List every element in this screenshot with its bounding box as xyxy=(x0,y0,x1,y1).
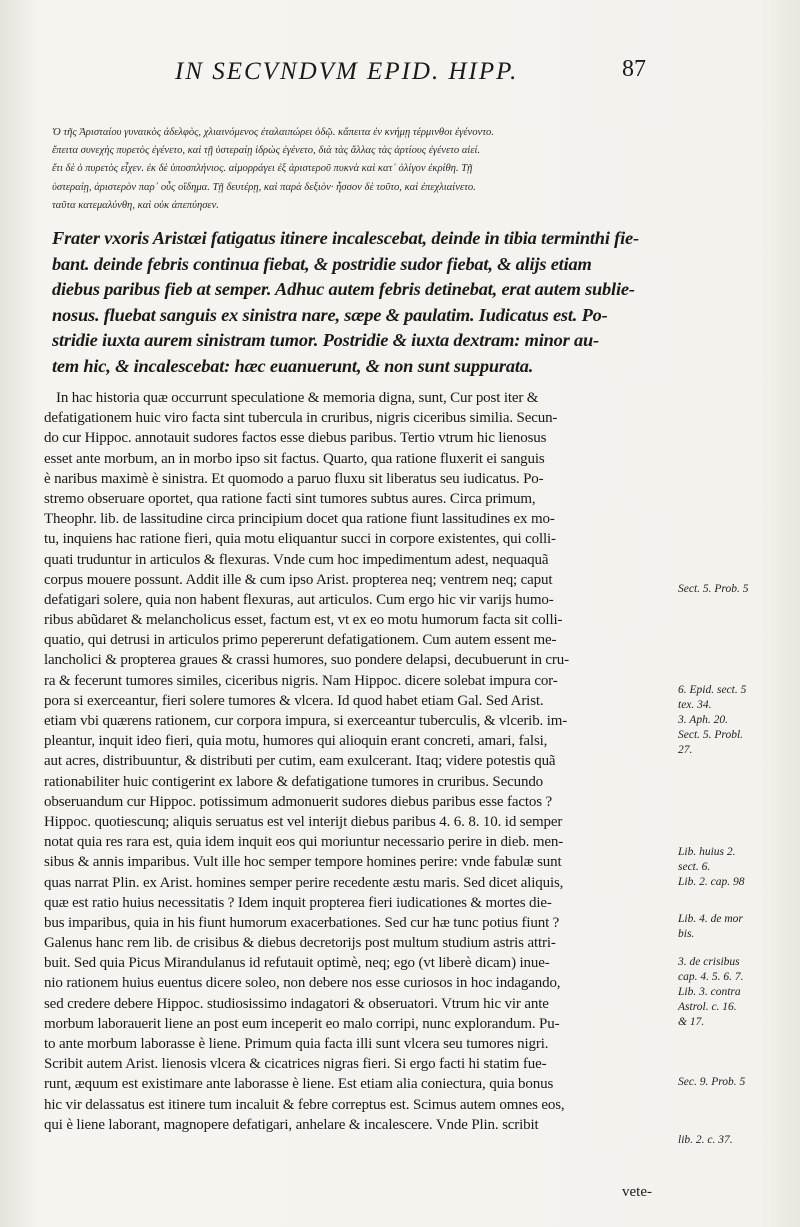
margin-note-line: lib. 2. c. 37. xyxy=(678,1134,733,1146)
commentary-line: Scribit autem Arist. lienosis vlcera & cicatrices nigras fieri. Si ergo facti hi statim fue- xyxy=(44,1056,547,1073)
commentary-line: morbum laborauerit liene an post eum inceperit eo malo corripi, nunc explorandum. Pu- xyxy=(44,1015,560,1032)
margin-note-line: sect. 6. xyxy=(678,861,711,873)
commentary-line: aut acres, distribuuntur, & distributi per cutim, eam exulcerant. Itaq; videre potestis quã xyxy=(44,753,556,770)
margin-note xyxy=(678,955,796,1030)
greek-line: ὑστεραίῃ, ἀριστερὸν παρ᾽ οὖς οἴδημα. Τῇ δευτέρῃ, καὶ παρὰ δεξιὸν· ἧσσον δὲ τοῦτο, καὶ ἐπεχλιαίνετο. xyxy=(52,181,476,193)
latin-translation-line: nosus. fluebat sanguis ex sinistra nare, sæpe & paulatim. Iudicatus est. Po- xyxy=(52,304,608,325)
commentary-line: notat quia res rara est, quia idem inquit eos qui moriuntur necessario perire in dieb. men- xyxy=(44,834,564,851)
commentary-line: è naribus maximè è sinistra. Et quomodo a paruo fluxu sit liberatus seu iudicatus. Po- xyxy=(44,470,544,487)
commentary-line: hic vir delassatus est itinere tum incaluit & febre correptus est. Scimus autem omnes eos, xyxy=(44,1096,565,1113)
margin-note-line: 27. xyxy=(678,744,693,756)
margin-note-line: tex. 34. xyxy=(678,699,712,711)
commentary-line: defatigationem huic viro facta sint tubercula in cruribus, nigris ciceribus similia. Secun- xyxy=(44,410,558,427)
commentary-line: corpus mouere possunt. Addit ille & cum ipso Arist. propterea neq; ventrem neq; caput xyxy=(44,571,553,588)
greek-line: ἔτι δὲ ὁ πυρετὸς εἶχεν. ἐκ δὲ ὑποσπλήνιος. αἱμορράγει ἐξ ἀριστεροῦ πυκνὰ καὶ κατ᾽ ὀλίγον ἐκρίθη. Τῇ xyxy=(52,163,473,175)
margin-note xyxy=(678,845,796,890)
commentary-line: runt, æquum est existimare ante laborasse è liene. Est etiam alia coniectura, quia bonus xyxy=(44,1076,554,1093)
commentary-block xyxy=(44,388,676,1135)
commentary-line: buit. Sed quia Picus Mirandulanus id refutauit optimè, neq; ego (vt liberè dicam) inue- xyxy=(44,955,550,972)
commentary-line: sed credere debere Hippoc. studiosissimo indagatori & obseruatori. Vtrum hic vir ante xyxy=(44,995,549,1012)
commentary-line: sibus & annis imparibus. Vult ille hoc semper tempore homines perire: vnde fabulæ sunt xyxy=(44,854,562,871)
latin-translation-line: Frater vxoris Aristæi fatigatus itinere incalescebat, deinde in tibia terminthi fie- xyxy=(52,228,639,248)
commentary-line: Hippoc. quotiescunq; aliquis seruatus est vel interijt diebus paribus 4. 6. 8. 10. id semper xyxy=(44,813,563,830)
commentary-line: do cur Hippoc. annotauit sudores factos esse diebus paribus. Tertio vtrum hic lienosus xyxy=(44,430,547,447)
greek-line: ταῦτα κατεμαλύνθη, καὶ οὐκ ἀπεπύησεν. xyxy=(52,199,219,211)
commentary-line: esset ante morbum, an in morbo ipso sit factus. Quarto, qua ratione fluxerit ei sanguis xyxy=(44,450,545,467)
margin-note xyxy=(678,1075,796,1090)
margin-note-line: Lib. 4. de mor xyxy=(678,913,743,925)
latin-translation-line: bant. deinde febris continua fiebat, & postridie sudor fiebat, & alijs etiam xyxy=(52,253,592,274)
latin-translation-line: tem hic, & incalescebat: hæc euanuerunt, & non sunt suppurata. xyxy=(52,355,534,376)
commentary-line: ra & fecerunt tumores similes, ciceribus nigris. Nam Hippoc. dicere solebat impura cor- xyxy=(44,672,558,689)
commentary-line: In hac historia quæ occurrunt speculatione & memoria digna, sunt, Cur post iter & xyxy=(56,390,539,406)
commentary-line: ribus abũdaret & melancholicus esset, factum est, vt ex eo motu humorum facta sit colli- xyxy=(44,612,563,629)
commentary-line: Galenus hanc rem lib. de crisibus & diebus decretorijs post multum studium astris attri- xyxy=(44,935,556,952)
margin-note-line: Lib. 3. contra xyxy=(678,986,741,998)
latin-translation-block xyxy=(52,226,712,380)
margin-note xyxy=(678,1133,796,1148)
commentary-line: Theophr. lib. de lassitudine circa principium docet qua ratione fiunt lassitudines ex mo- xyxy=(44,511,555,528)
margin-note-line: Sec. 9. Prob. 5 xyxy=(678,1076,746,1088)
margin-note-line: Lib. huius 2. xyxy=(678,846,736,858)
margin-note-line: 3. Aph. 20. xyxy=(678,714,728,726)
commentary-line: to ante morbum laborasse è liene. Primum quia facta illi sunt vlcera seu tumores nigri. xyxy=(44,1036,549,1052)
commentary-line: obseruandum cur Hippoc. potissimum admonuerit sudores diebus paribus esse factos ? xyxy=(44,793,553,810)
commentary-line: tu, inquiens hac ratione fieri, quia motu eliquantur succi in corpore existentes, qui colli- xyxy=(44,531,556,548)
commentary-line: quati truduntur in articulos & flexuras. Vnde cum hoc impedimentum adest, nequaquã xyxy=(44,551,549,568)
commentary-line: quæ est ratio huius necessitatis ? Idem inquit propterea fieri iudicationes & mortes die- xyxy=(44,894,552,911)
margin-note-line: Lib. 2. cap. 98 xyxy=(678,876,745,888)
greek-line: Ὁ τῆς Ἀρισταίου γυναικὸς ἀδελφὸς, χλιαινόμενος ἐταλαιπώρει ὁδῷ. κἄπειτα ἐν κνήμῃ τέρμινθοι ἐγένοντο. xyxy=(52,127,494,138)
margin-note-line: cap. 4. 5. 6. 7. xyxy=(678,971,744,983)
commentary-line: pleantur, inquit ideo fieri, quia motu, humores qui alioquin erant concreti, amari, falsi, xyxy=(44,733,548,750)
commentary-line: qui è liene laborant, magnopere defatigari, anhelare & incalescere. Vnde Plin. scribit xyxy=(44,1116,539,1133)
greek-line: ἔπειτα συνεχὴς πυρετὸς ἐγένετο, καὶ τῇ ὑστεραίῃ ἱδρὼς ἐγένετο, διὰ τὰς ἄλλας τὰς ἀρτίους ἐγένετο αἰεί. xyxy=(52,145,481,157)
commentary-line: quatio, qui detrusi in articulos primo pepererunt defatigationem. Cum autem essent me- xyxy=(44,632,557,649)
latin-translation-line: diebus paribus fieb at semper. Adhuc autem febris detinebat, erat autem sublie- xyxy=(52,279,635,300)
page-header xyxy=(0,58,800,94)
page-number: 87 xyxy=(622,56,646,82)
margin-note-line: Sect. 5. Prob. 5 xyxy=(678,583,749,595)
commentary-line: nio rationem huius euentus dicere soleo, non debere nos esse curiosos in hoc indagando, xyxy=(44,975,561,992)
commentary-line: etiam vbi quærens rationem, cur corpora impura, si exerceantur tuberculis, & vlcerib. im- xyxy=(44,713,568,729)
margin-note-line: bis. xyxy=(678,928,695,940)
margin-note-line: 3. de crisibus xyxy=(678,956,740,968)
running-head: IN SECVNDVM EPID. HIPP. xyxy=(175,58,519,85)
margin-note-line: 6. Epid. sect. 5 xyxy=(678,684,747,696)
commentary-line: rationabiliter huic contigerint ex labore & defatigatione tumores in cruribus. Secundo xyxy=(44,773,544,790)
commentary-line: quas narrat Plin. ex Arist. homines semper perire recedente æstu maris. Sed dicet aliquis, xyxy=(44,874,564,891)
greek-text-block xyxy=(52,124,692,215)
margin-note xyxy=(678,912,796,942)
commentary-line: stremo obseruare oportet, qua ratione facti sint tumores subtus aures. Circa primum, xyxy=(44,490,536,507)
commentary-line: lancholici & propterea graues & crassi humores, suo pondere delapsi, decubuerunt in cru- xyxy=(44,652,569,669)
commentary-line: defatigari solere, quia non habent flexuras, aut articulos. Cum ergo hic vir varijs humo- xyxy=(44,591,554,608)
margin-note xyxy=(678,683,796,758)
margin-note-line: & 17. xyxy=(678,1016,705,1028)
latin-translation-line: stridie iuxta aurem sinistram tumor. Postridie & iuxta dextram: minor au- xyxy=(52,330,599,351)
margin-note-line: Sect. 5. Probl. xyxy=(678,729,744,741)
margin-note xyxy=(678,582,796,597)
commentary-line: bus imparibus, quia in his fiunt humorum exacerbationes. Sed cur hæ tunc potius fiunt ? xyxy=(44,914,560,931)
commentary-line: pora si exerceantur, fieri solere tumores & vlcera. Id quod habet etiam Gal. Sed Arist. xyxy=(44,692,544,709)
catchword: vete- xyxy=(622,1184,652,1200)
margin-note-line: Astrol. c. 16. xyxy=(678,1001,737,1013)
